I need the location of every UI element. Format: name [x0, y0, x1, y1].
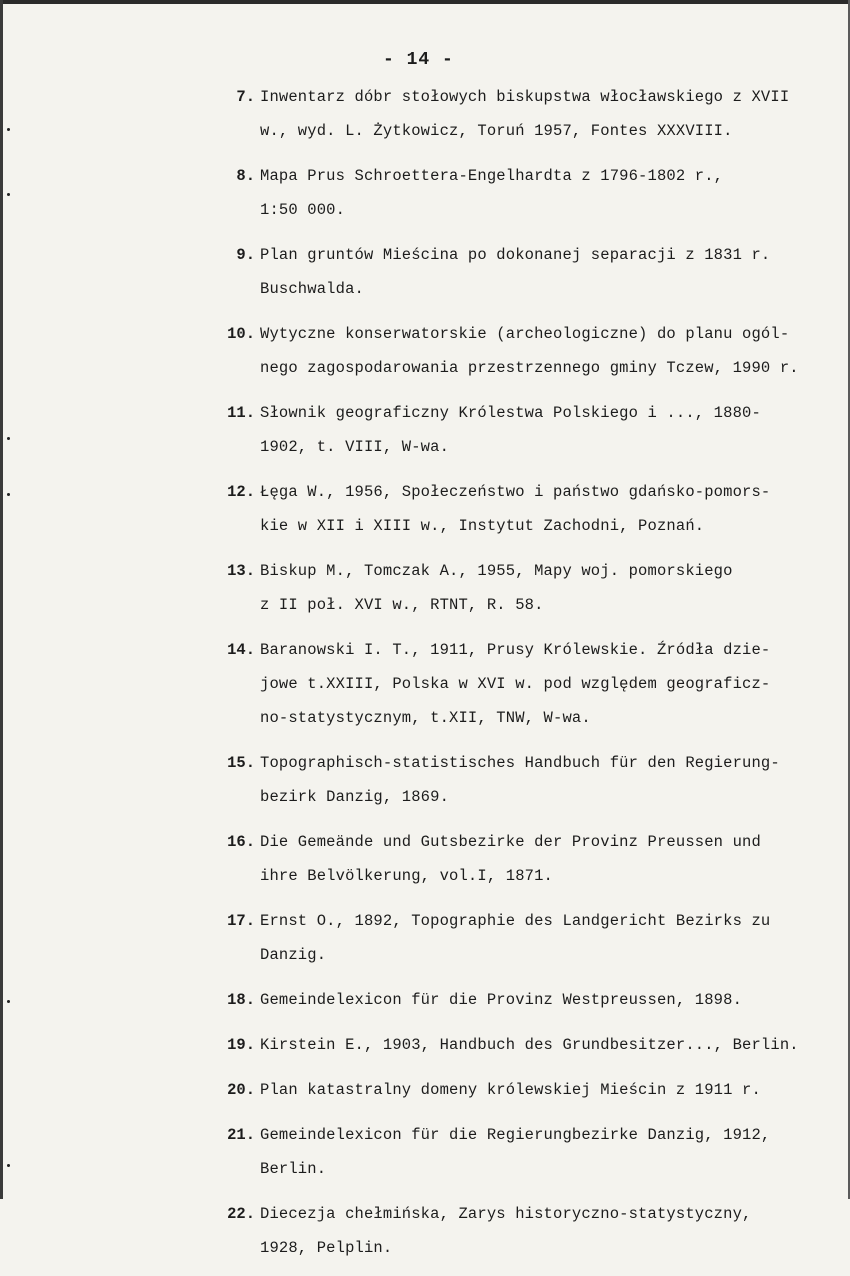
- entry-line: z II poł. XVI w., RTNT, R. 58.: [260, 596, 544, 614]
- entry-number: 8.: [236, 167, 255, 185]
- entry-number: 15.: [227, 754, 255, 772]
- entry-number: 20.: [227, 1081, 255, 1099]
- entry-number: 7.: [236, 88, 255, 106]
- bibliography-entry: [0, 1118, 850, 1186]
- entry-number: 21.: [227, 1126, 255, 1144]
- bibliography-entry: [0, 317, 850, 385]
- entry-number: 9.: [236, 246, 255, 264]
- entry-line: jowe t.XXIII, Polska w XVI w. pod względem geograficz-: [260, 675, 771, 693]
- entry-line: Berlin.: [260, 1160, 327, 1178]
- entry-text: [260, 1118, 850, 1186]
- entry-text: [260, 983, 850, 1017]
- entry-line: Wytyczne konserwatorskie (archeologiczne) do planu ogól-: [260, 325, 790, 343]
- bibliography-entry: [0, 396, 850, 464]
- bibliography-entry: [0, 475, 850, 543]
- entry-line: nego zagospodarowania przestrzennego gminy Tczew, 1990 r.: [260, 359, 799, 377]
- page-number: - 14 -: [383, 50, 454, 70]
- entry-number: 13.: [227, 562, 255, 580]
- bibliography-entry: [0, 159, 850, 227]
- entry-number: 10.: [227, 325, 255, 343]
- bibliography-entry: [0, 238, 850, 306]
- entry-line: Biskup M., Tomczak A., 1955, Mapy woj. pomorskiego: [260, 562, 733, 580]
- entry-line: Die Gemeände und Gutsbezirke der Provinz Preussen und: [260, 833, 761, 851]
- bibliography-entry: [0, 80, 850, 148]
- entry-line: Inwentarz dóbr stołowych biskupstwa włocławskiego z XVII: [260, 88, 790, 106]
- entry-text: [260, 825, 850, 893]
- entry-text: [260, 317, 850, 385]
- entry-number: 12.: [227, 483, 255, 501]
- entry-line: 1:50 000.: [260, 201, 346, 219]
- entry-line: Diecezja chełmińska, Zarys historyczno-statystyczny,: [260, 1205, 752, 1223]
- entry-line: w., wyd. L. Żytkowicz, Toruń 1957, Fontes XXXVIII.: [260, 122, 733, 140]
- entry-number: 14.: [227, 641, 255, 659]
- entry-line: Gemeindelexicon für die Regierungbezirke Danzig, 1912,: [260, 1126, 771, 1144]
- entry-line: 1902, t. VIII, W-wa.: [260, 438, 450, 456]
- entry-text: [260, 633, 850, 735]
- bibliography-entry: [0, 554, 850, 622]
- entry-text: [260, 396, 850, 464]
- bibliography-entry: [0, 1073, 850, 1107]
- entry-line: Buschwalda.: [260, 280, 364, 298]
- entry-text: [260, 238, 850, 306]
- entry-line: Kirstein E., 1903, Handbuch des Grundbesitzer..., Berlin.: [260, 1036, 799, 1054]
- entry-line: 1928, Pelplin.: [260, 1239, 393, 1257]
- entry-line: Plan gruntów Mieścina po dokonanej separacji z 1831 r.: [260, 246, 771, 264]
- bibliography-entry: [0, 904, 850, 972]
- entry-text: [260, 904, 850, 972]
- entry-number: 22.: [227, 1205, 255, 1223]
- entry-text: [260, 1197, 850, 1265]
- entry-text: [260, 1073, 850, 1107]
- entry-text: [260, 475, 850, 543]
- bibliography-entry: [0, 825, 850, 893]
- entry-number: 11.: [227, 404, 255, 422]
- bibliography-entry: [0, 1197, 850, 1265]
- entry-text: [260, 80, 850, 148]
- scan-border-top: [0, 0, 850, 4]
- entry-line: Ernst O., 1892, Topographie des Landgericht Bezirks zu: [260, 912, 771, 930]
- entry-line: Mapa Prus Schroettera-Engelhardta z 1796-1802 r.,: [260, 167, 724, 185]
- entry-text: [260, 746, 850, 814]
- entry-number: 16.: [227, 833, 255, 851]
- entry-line: Gemeindelexicon für die Provinz Westpreussen, 1898.: [260, 991, 743, 1009]
- entry-number: 17.: [227, 912, 255, 930]
- entry-line: ihre Belvölkerung, vol.I, 1871.: [260, 867, 553, 885]
- bibliography-entry: [0, 746, 850, 814]
- bibliography-entry: [0, 633, 850, 735]
- entry-line: Baranowski I. T., 1911, Prusy Królewskie. Źródła dzie-: [260, 641, 771, 659]
- entry-text: [260, 554, 850, 622]
- entry-line: kie w XII i XIII w., Instytut Zachodni, Poznań.: [260, 517, 705, 535]
- entry-line: no-statystycznym, t.XII, TNW, W-wa.: [260, 709, 591, 727]
- entry-text: [260, 1028, 850, 1062]
- entry-number: 19.: [227, 1036, 255, 1054]
- entry-number: 18.: [227, 991, 255, 1009]
- entry-line: Słownik geograficzny Królestwa Polskiego i ..., 1880-: [260, 404, 761, 422]
- entry-line: Łęga W., 1956, Społeczeństwo i państwo gdańsko-pomors-: [260, 483, 771, 501]
- bibliography-entry: [0, 983, 850, 1017]
- entry-line: bezirk Danzig, 1869.: [260, 788, 450, 806]
- bibliography-entry: [0, 1028, 850, 1062]
- bibliography-list: [0, 80, 850, 1276]
- entry-line: Plan katastralny domeny królewskiej Mieścin z 1911 r.: [260, 1081, 761, 1099]
- entry-line: Danzig.: [260, 946, 327, 964]
- entry-line: Topographisch-statistisches Handbuch für den Regierung-: [260, 754, 780, 772]
- entry-text: [260, 159, 850, 227]
